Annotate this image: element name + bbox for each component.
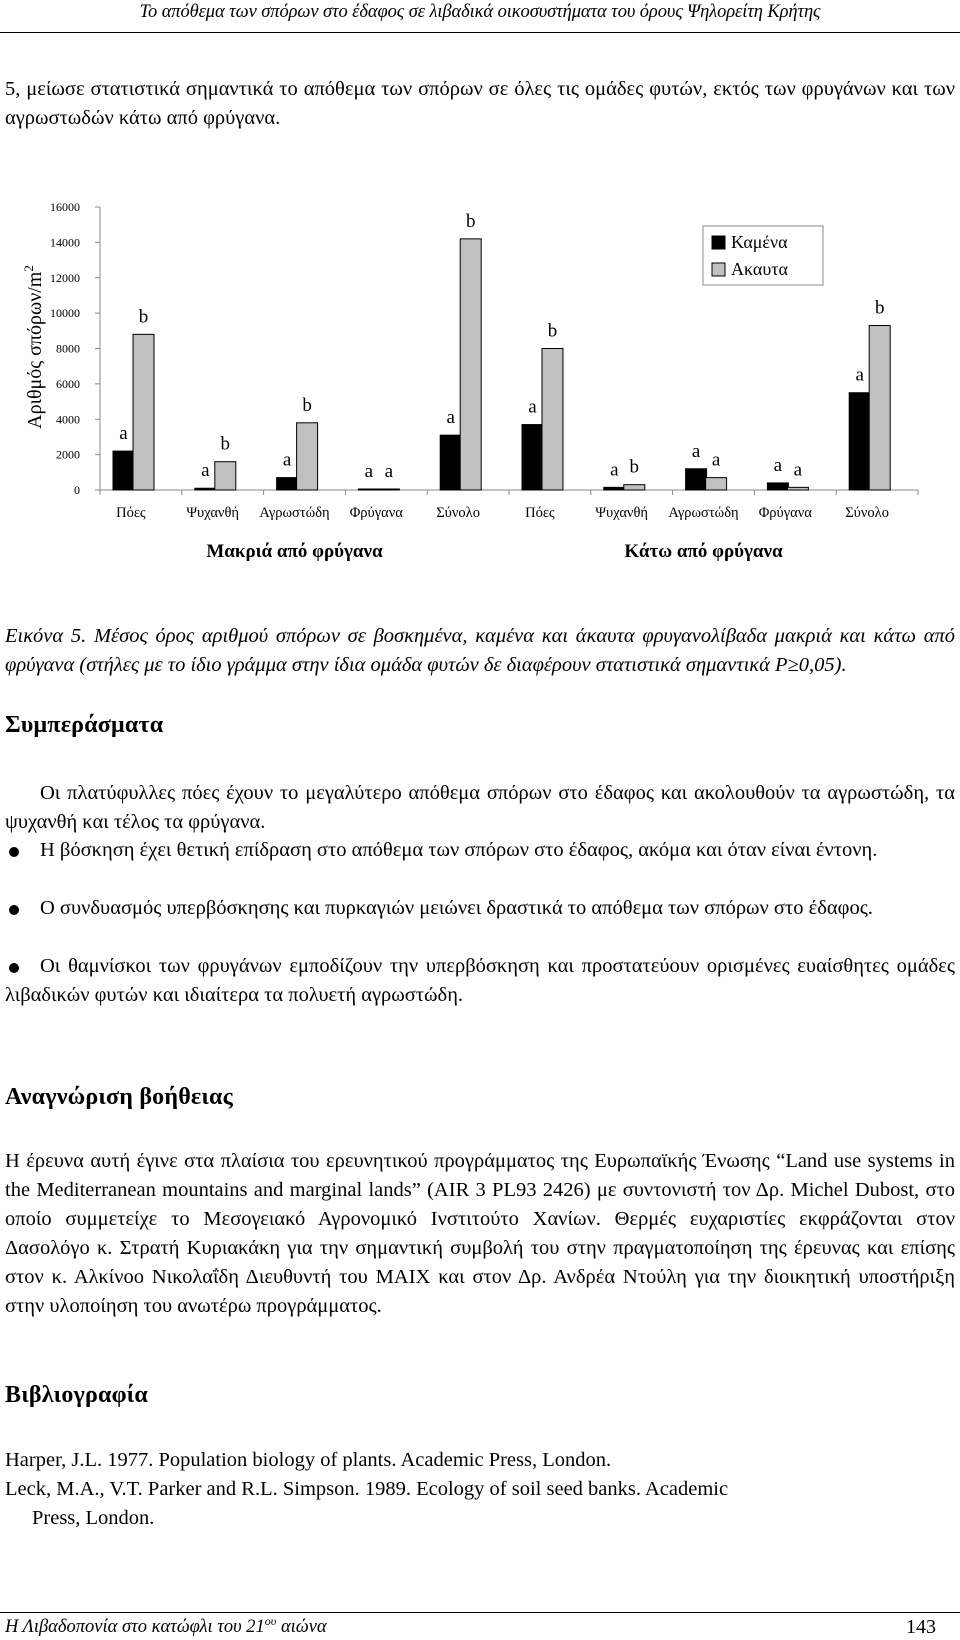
bar-burned — [522, 425, 543, 490]
y-tick-label: 2000 — [56, 447, 80, 462]
x-tick-label: Ψυχανθή — [595, 505, 649, 521]
significance-letter: a — [793, 459, 803, 481]
bullet-text: Ο συνδυασμός υπερβόσκησης και πυρκαγιών μειώνει δραστικά το απόθεμα των σπόρων στο έδαφος. — [40, 897, 873, 919]
significance-letter: b — [138, 306, 149, 328]
x-tick-label: Σύνολο — [845, 505, 889, 521]
reference-entry — [5, 1475, 955, 1533]
significance-letter: b — [465, 210, 476, 232]
legend-swatch-burned — [712, 236, 725, 249]
acknowledgement-heading: Αναγνώριση βοήθειας — [5, 1084, 233, 1110]
bar-unburned — [460, 239, 481, 490]
significance-letter: a — [201, 460, 210, 482]
conclusions-heading: Συμπεράσματα — [5, 712, 164, 738]
bar-burned — [767, 483, 788, 490]
bullet-text: Η βόσκηση έχει θετική επίδραση στο απόθεμα των σπόρων στο έδαφος, ακόμα και όταν είναι έντονη. — [40, 839, 878, 861]
bar-burned — [277, 478, 298, 490]
x-tick-label: Αγρωστώδη — [259, 505, 330, 521]
reference-line: Leck, M.A., V.T. Parker and R.L. Simpson. 1989. Ecology of soil seed banks. Academic — [5, 1478, 729, 1500]
bullet-icon — [9, 963, 19, 973]
bar-burned — [358, 489, 379, 490]
bar-unburned — [624, 485, 645, 490]
x-tick-label: Φρύγανα — [758, 505, 812, 521]
bar-burned — [195, 488, 216, 490]
bar-unburned — [215, 462, 236, 490]
group-label: Μακριά από φρύγανα — [206, 541, 383, 562]
bibliography-heading: Βιβλιογραφία — [5, 1382, 149, 1408]
bar-unburned — [378, 489, 399, 490]
x-tick-label: Ψυχανθή — [186, 505, 240, 521]
legend-swatch-unburned — [712, 263, 725, 276]
reference-line: Harper, J.L. 1977. Population biology of plants. Academic Press, London. — [5, 1449, 612, 1471]
significance-letter: b — [220, 433, 231, 455]
y-tick-label: 10000 — [50, 306, 80, 321]
significance-letter: b — [547, 320, 558, 342]
reference-line-continued: Press, London. — [32, 1507, 155, 1529]
bar-unburned — [869, 326, 890, 490]
intro-paragraph: 5, μείωσε στατιστικά σημαντικά το απόθεμα των σπόρων σε όλες τις ομάδες φυτών, εκτός των φρυγάνων και των αγρωστωδών κάτω από φρύγανα. — [5, 78, 955, 129]
significance-letter: a — [528, 396, 537, 418]
bar-unburned — [297, 423, 318, 490]
significance-letter: a — [446, 407, 455, 429]
significance-letter: b — [874, 297, 885, 319]
significance-letter: a — [384, 461, 394, 482]
footer-title: Η Λιβαδοπονία στο κατώφλι του $21^{o\upsilon}$ αιώνα — [5, 1614, 327, 1638]
y-tick-label: 4000 — [56, 412, 80, 427]
significance-letter: a — [282, 449, 292, 471]
x-tick-label: Σύνολο — [436, 505, 480, 521]
bar-burned — [849, 393, 870, 490]
bullet-icon — [9, 905, 19, 915]
conclusion-bullet — [5, 894, 955, 923]
significance-letter: b — [629, 456, 640, 478]
legend-label-unburned: Ακαυτα — [731, 259, 788, 279]
bar-burned — [686, 469, 707, 490]
conclusions-first-paragraph: Οι πλατύφυλλες πόες έχουν το μεγαλύτερο απόθεμα σπόρων στο έδαφος και ακολουθούν τα αγρωστώδη, τα ψυχανθή και τέλος τα φρύγανα. — [5, 782, 955, 833]
significance-letter: a — [855, 364, 864, 386]
acknowledgement-text: Η έρευνα αυτή έγινε στα πλαίσια του ερευνητικού προγράμματος της Ευρωπαϊκής Ένωσης “Land use systems in the Mediterranean mountains and marginal lands” (AIR 3 PL93 2426) με συντονιστή τον Δρ. Michel Dubost, στο οποίο συμμετείχε το Μεσογειακό Αγρονομικό Ινστιτούτο Χανίων. Θερμές ευχαριστίες εκφράζονται στον Δασολόγο κ. Στρατή Κυριακάκη για την σημαντική συμβολή του στην πραγματοποίηση της έρευνας και επίσης στον κ. Αλκίνοο Νικολαΐδη Διευθυντή του ΜΑΙΧ και στον Δρ. Ανδρέα Ντούλη για την διοικητική υποστήριξη στην υλοποίηση του ανωτέρω προγράμματος. — [5, 1150, 955, 1317]
page-number: 143 — [906, 1616, 936, 1638]
significance-letter: a — [119, 423, 128, 445]
significance-letter: a — [773, 454, 783, 476]
significance-letter: a — [691, 440, 701, 462]
bar-unburned — [706, 478, 727, 490]
bullet-text: Οι θαμνίσκοι των φρυγάνων εμποδίζουν την υπερβόσκηση και προστατεύουν ορισμένες ευαίσθητες ομάδες λιβαδικών φυτών και ιδιαίτερα τα πολυετή αγρωστώδη. — [5, 955, 955, 1006]
significance-letter: a — [610, 459, 619, 481]
y-tick-label: 14000 — [50, 235, 80, 250]
x-tick-label: Πόες — [116, 505, 146, 521]
bar-unburned — [133, 334, 154, 490]
seed-bank-bar-chart — [0, 190, 960, 580]
header-divider — [0, 32, 960, 33]
significance-letter: a — [711, 449, 721, 471]
y-tick-label: 6000 — [56, 376, 80, 391]
x-tick-label: Αγρωστώδη — [668, 505, 739, 521]
conclusion-bullet — [5, 836, 955, 865]
bar-unburned — [542, 349, 563, 491]
conclusion-bullet — [5, 952, 955, 1010]
x-tick-label: Πόες — [525, 505, 555, 521]
x-tick-label: Φρύγανα — [349, 505, 403, 521]
reference-entry — [5, 1446, 955, 1475]
significance-letter: a — [364, 461, 374, 482]
y-tick-label: 0 — [74, 483, 80, 497]
y-tick-label: 16000 — [50, 200, 80, 214]
bullet-icon — [9, 847, 19, 857]
running-header: Το απόθεμα των σπόρων στο έδαφος σε λιβαδικά οικοσυστήματα του όρους Ψηλορείτη Κρήτης — [139, 2, 821, 22]
legend-label-burned: Καμένα — [731, 232, 788, 252]
y-tick-label: 12000 — [50, 270, 80, 285]
bar-burned — [604, 487, 625, 490]
footer-divider — [0, 1612, 960, 1613]
group-label: Κάτω από φρύγανα — [624, 541, 783, 562]
significance-letter: b — [302, 394, 312, 416]
figure-caption: Εικόνα 5. Μέσος όρος αριθμού σπόρων σε βοσκημένα, καμένα και άκαυτα φρυγανολίβαδα μακριά και κάτω από φρύγανα (στήλες με το ίδιο γράμμα στην ίδια ομάδα φυτών δε διαφέρουν στατιστικά σημαντικά P≥0,05). — [5, 625, 955, 676]
bar-burned — [440, 435, 461, 490]
chart-legend — [703, 226, 823, 285]
y-axis-label: Αριθμός σπόρων/$m^2$ — [21, 265, 46, 429]
bar-unburned — [787, 487, 808, 490]
y-tick-label: 8000 — [56, 341, 80, 356]
bar-burned — [113, 451, 134, 490]
